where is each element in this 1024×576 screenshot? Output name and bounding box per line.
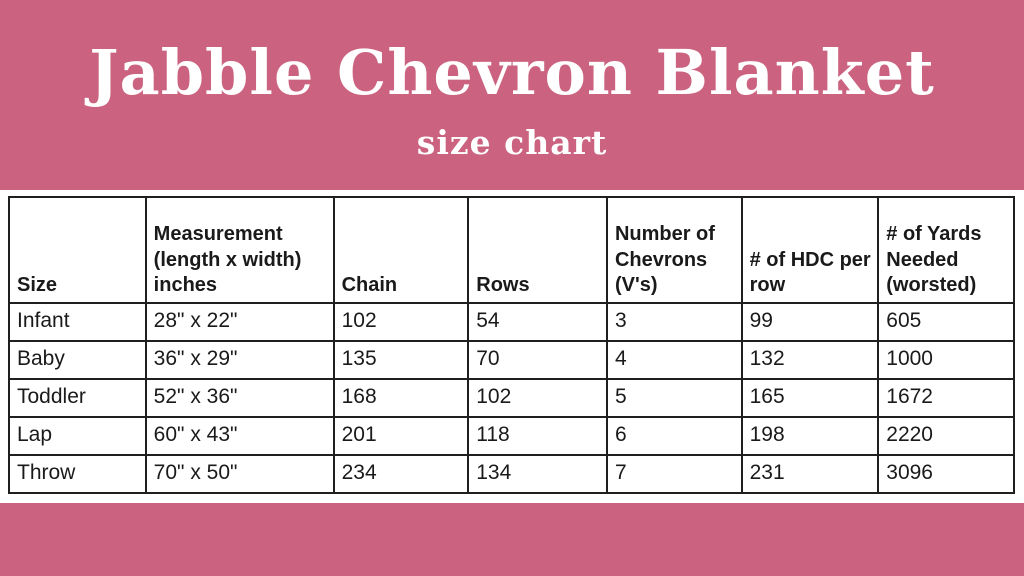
column-header-hdc-per-row: # of HDC per row bbox=[742, 197, 879, 303]
cell-chevrons: 5 bbox=[607, 379, 742, 417]
page-subtitle: size chart bbox=[416, 122, 608, 162]
cell-size: Lap bbox=[9, 417, 146, 455]
column-header-size: Size bbox=[9, 197, 146, 303]
size-chart-section bbox=[0, 190, 1024, 503]
table-row-lap bbox=[9, 417, 1014, 455]
column-header-yards-needed: # of Yards Needed (worsted) bbox=[878, 197, 1014, 303]
cell-rows: 134 bbox=[468, 455, 607, 493]
table-row-toddler bbox=[9, 379, 1014, 417]
cell-chain: 234 bbox=[334, 455, 469, 493]
table-row-baby bbox=[9, 341, 1014, 379]
cell-measurement: 36" x 29" bbox=[146, 341, 334, 379]
cell-chain: 102 bbox=[334, 303, 469, 341]
column-header-rows: Rows bbox=[468, 197, 607, 303]
cell-chevrons: 4 bbox=[607, 341, 742, 379]
cell-yards-needed: 2220 bbox=[878, 417, 1014, 455]
size-chart-table bbox=[8, 196, 1015, 494]
table-row-infant bbox=[9, 303, 1014, 341]
column-header-measurement: Measurement (length x width) inches bbox=[146, 197, 334, 303]
column-header-chain: Chain bbox=[334, 197, 469, 303]
cell-measurement: 70" x 50" bbox=[146, 455, 334, 493]
cell-chain: 168 bbox=[334, 379, 469, 417]
cell-yards-needed: 3096 bbox=[878, 455, 1014, 493]
cell-hdc-per-row: 99 bbox=[742, 303, 879, 341]
cell-hdc-per-row: 132 bbox=[742, 341, 879, 379]
cell-chain: 135 bbox=[334, 341, 469, 379]
cell-chain: 201 bbox=[334, 417, 469, 455]
table-row-throw bbox=[9, 455, 1014, 493]
header-banner bbox=[0, 0, 1024, 190]
cell-yards-needed: 1672 bbox=[878, 379, 1014, 417]
cell-yards-needed: 605 bbox=[878, 303, 1014, 341]
cell-rows: 70 bbox=[468, 341, 607, 379]
column-header-chevrons: Number of Chevrons (V's) bbox=[607, 197, 742, 303]
cell-hdc-per-row: 165 bbox=[742, 379, 879, 417]
cell-measurement: 28" x 22" bbox=[146, 303, 334, 341]
header-row bbox=[9, 197, 1014, 303]
cell-measurement: 52" x 36" bbox=[146, 379, 334, 417]
cell-hdc-per-row: 231 bbox=[742, 455, 879, 493]
cell-size: Toddler bbox=[9, 379, 146, 417]
cell-hdc-per-row: 198 bbox=[742, 417, 879, 455]
cell-rows: 54 bbox=[468, 303, 607, 341]
cell-yards-needed: 1000 bbox=[878, 341, 1014, 379]
cell-rows: 118 bbox=[468, 417, 607, 455]
cell-size: Infant bbox=[9, 303, 146, 341]
cell-chevrons: 7 bbox=[607, 455, 742, 493]
cell-size: Baby bbox=[9, 341, 146, 379]
cell-chevrons: 3 bbox=[607, 303, 742, 341]
cell-rows: 102 bbox=[468, 379, 607, 417]
cell-chevrons: 6 bbox=[607, 417, 742, 455]
cell-measurement: 60" x 43" bbox=[146, 417, 334, 455]
page-title: Jabble Chevron Blanket bbox=[89, 35, 935, 109]
cell-size: Throw bbox=[9, 455, 146, 493]
footer-banner bbox=[0, 503, 1024, 576]
